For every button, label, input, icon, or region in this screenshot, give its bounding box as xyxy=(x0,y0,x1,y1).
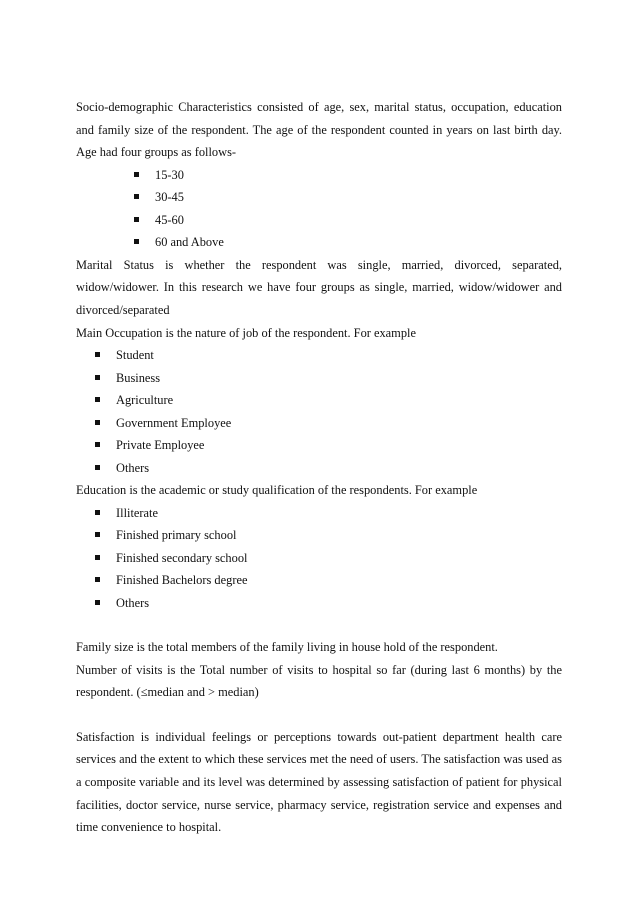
list-item: Others xyxy=(76,592,562,615)
family-size-paragraph: Family size is the total members of the family living in house hold of the respondent. xyxy=(76,640,498,655)
list-item: Student xyxy=(76,344,562,367)
list-item: Government Employee xyxy=(76,412,562,435)
list-item: Others xyxy=(76,457,562,480)
education-intro: Education is the academic or study qualification of the respondents. For example xyxy=(76,483,478,498)
satisfaction-paragraph: Satisfaction is individual feelings or perceptions towards out-patient department health care services and the extent to which these services met the need of users. The satisfaction was used as a composite variable and its level was determined by assessing satisfaction of patient for physical facilities, doctor service, nurse service, pharmacy service, registration service and expenses and time convenience to hospital. xyxy=(76,729,562,835)
square-bullet-icon xyxy=(95,465,100,470)
square-bullet-icon xyxy=(95,352,100,357)
square-bullet-icon xyxy=(95,600,100,605)
list-item: 45-60 xyxy=(76,209,562,232)
occupation-list xyxy=(76,344,562,479)
occupation-intro: Main Occupation is the nature of job of the respondent. For example xyxy=(76,325,416,340)
square-bullet-icon xyxy=(95,577,100,582)
list-item: Private Employee xyxy=(76,434,562,457)
list-item: 30-45 xyxy=(76,186,562,209)
education-list xyxy=(76,502,562,615)
age-group-list xyxy=(76,164,562,254)
square-bullet-icon xyxy=(95,397,100,402)
spacer xyxy=(76,704,562,726)
square-bullet-icon xyxy=(134,239,139,244)
document-page xyxy=(76,96,562,839)
list-item: Business xyxy=(76,367,562,390)
list-item: Agriculture xyxy=(76,389,562,412)
list-item: 15-30 xyxy=(76,164,562,187)
square-bullet-icon xyxy=(95,375,100,380)
list-item: Finished Bachelors degree xyxy=(76,569,562,592)
list-item: Finished secondary school xyxy=(76,547,562,570)
square-bullet-icon xyxy=(134,172,139,177)
visits-paragraph: Number of visits is the Total number of visits to hospital so far (during last 6 months) by the respondent. (≤median and > median) xyxy=(76,662,562,700)
socio-demographic-paragraph: Socio-demographic Characteristics consisted of age, sex, marital status, occupation, education and family size of the respondent. The age of the respondent counted in years on last birth day. Age had four groups as follows- xyxy=(76,100,562,160)
list-item: Finished primary school xyxy=(76,524,562,547)
square-bullet-icon xyxy=(95,555,100,560)
list-item: 60 and Above xyxy=(76,231,562,254)
square-bullet-icon xyxy=(134,194,139,199)
square-bullet-icon xyxy=(95,420,100,425)
spacer xyxy=(76,614,562,636)
marital-status-paragraph: Marital Status is whether the respondent was single, married, divorced, separated, widow/widower. In this research we have four groups as single, married, widow/widower and divorced/separated xyxy=(76,257,562,317)
square-bullet-icon xyxy=(95,510,100,515)
square-bullet-icon xyxy=(95,442,100,447)
list-item: Illiterate xyxy=(76,502,562,525)
square-bullet-icon xyxy=(134,217,139,222)
square-bullet-icon xyxy=(95,532,100,537)
